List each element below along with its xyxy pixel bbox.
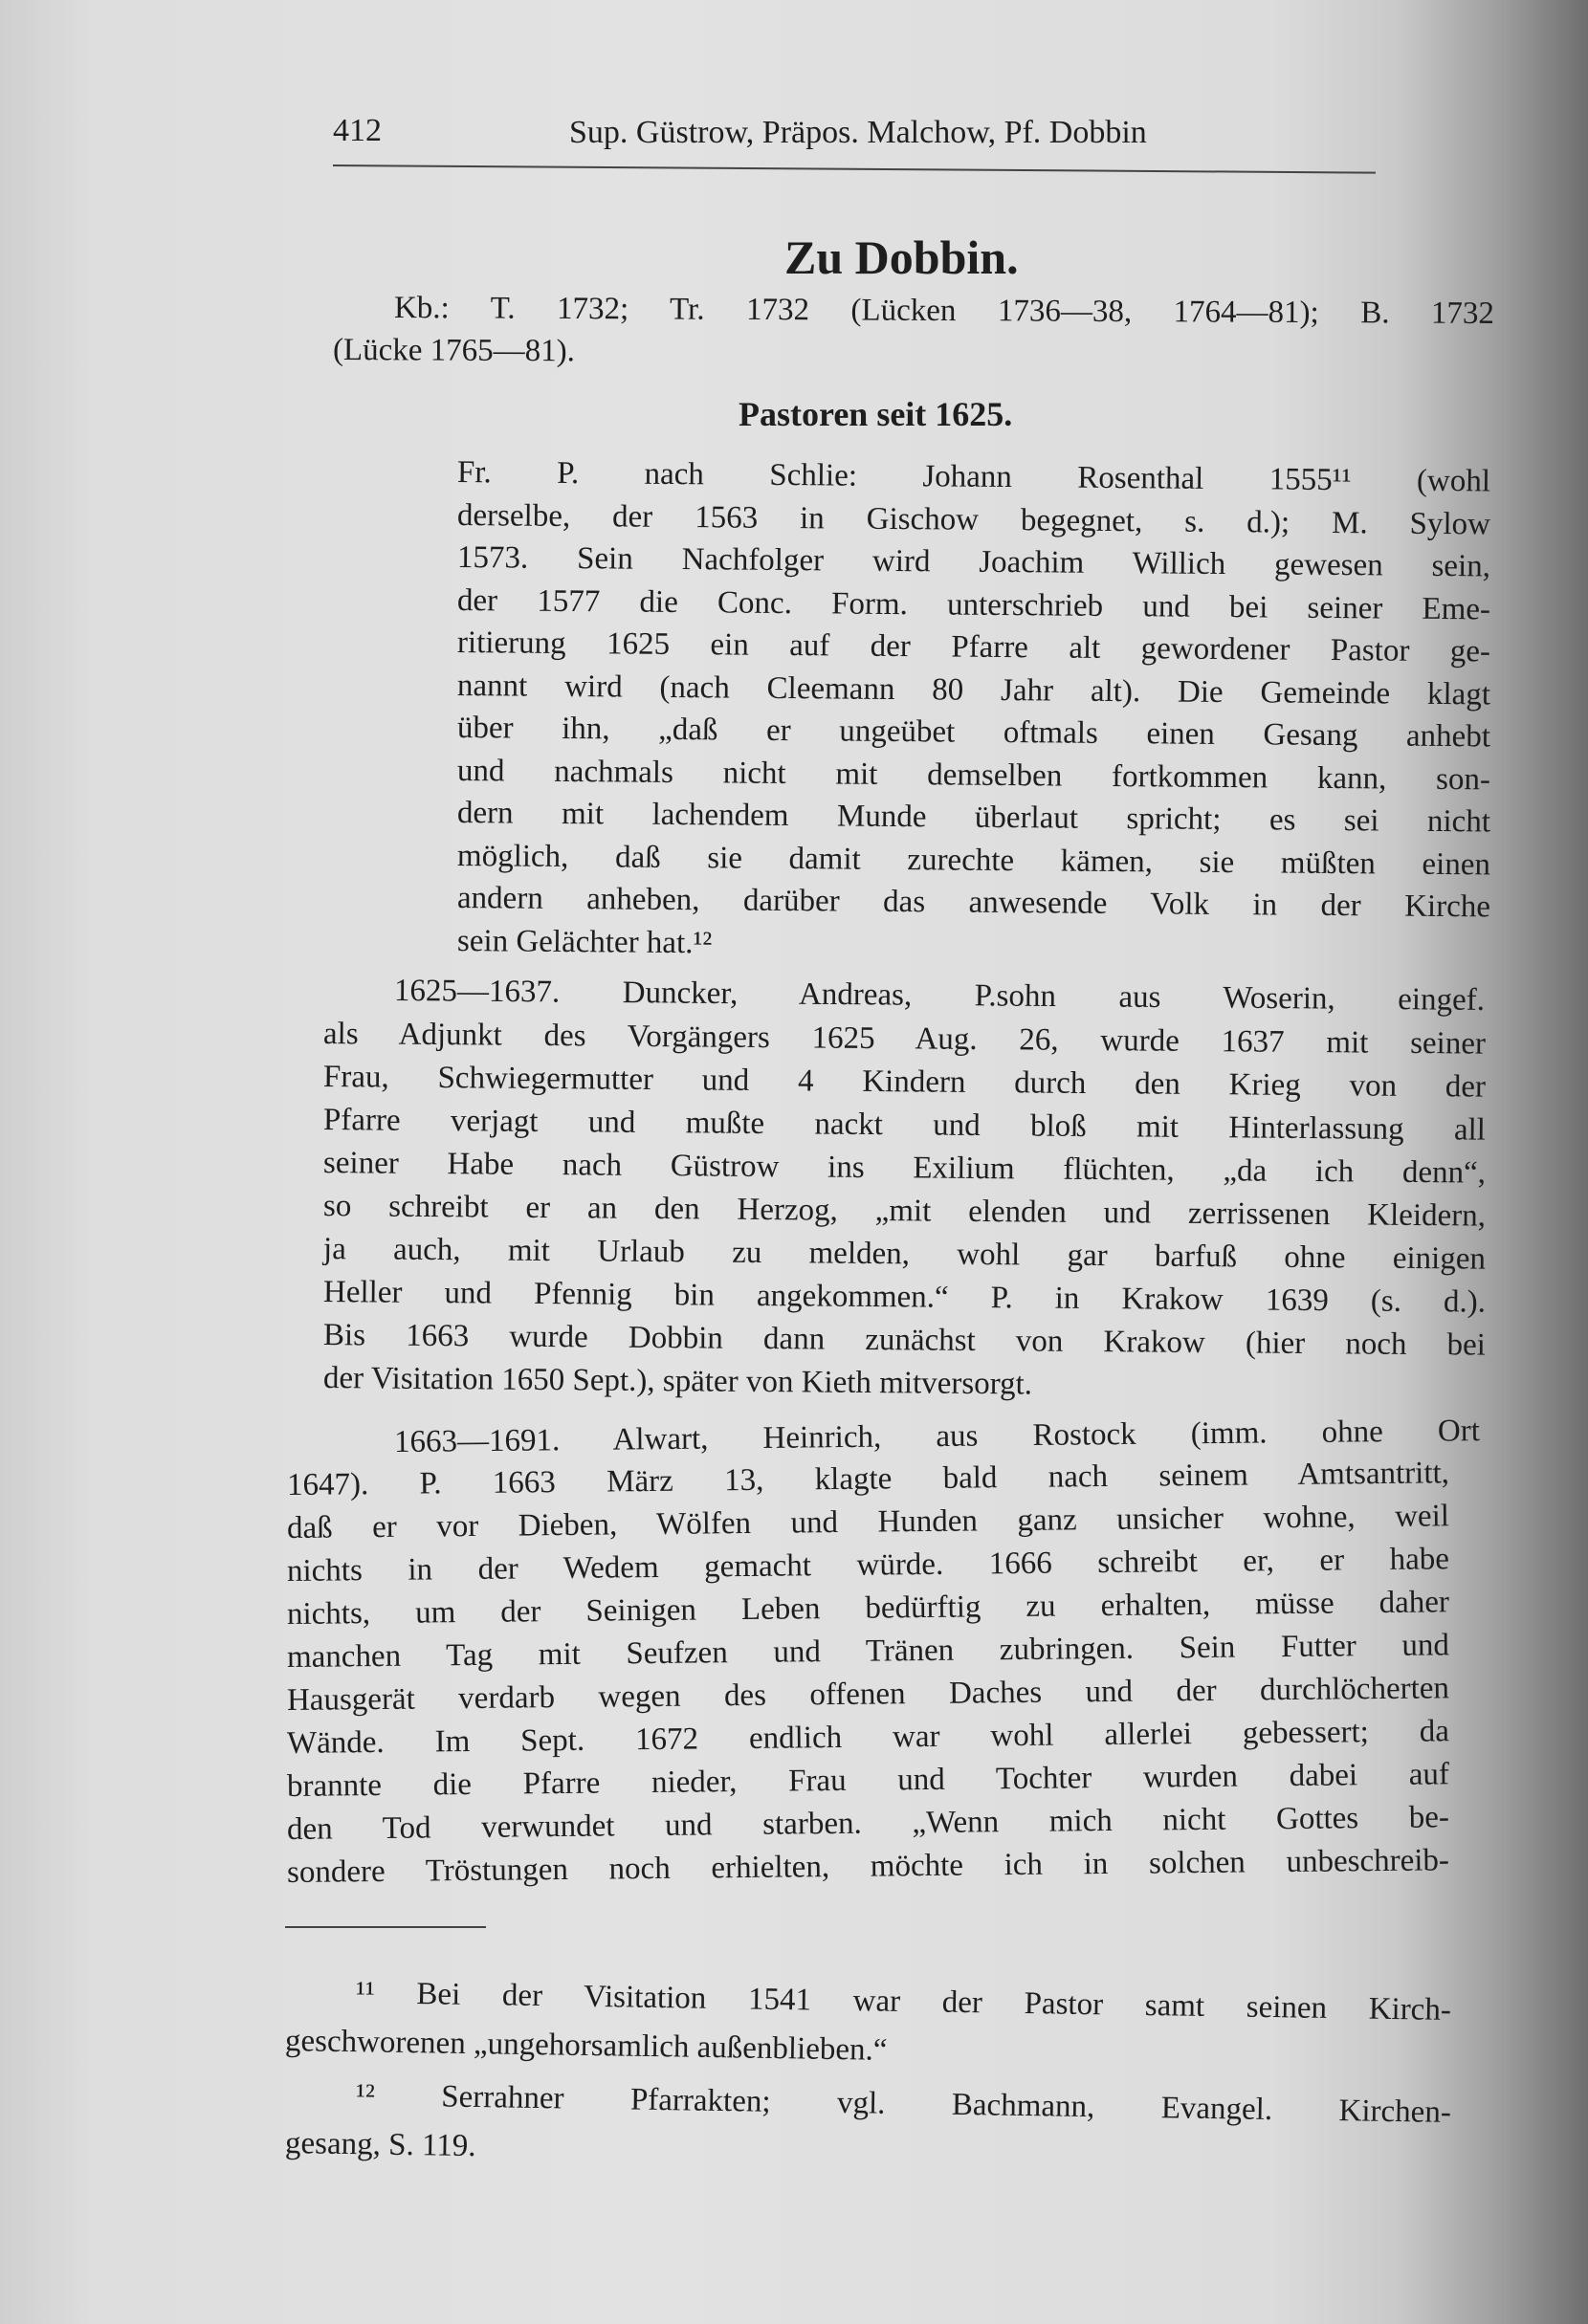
text-line: manchen Tag mit Seufzen und Tränen zubringen. Sein Futter und <box>286 1628 1450 1675</box>
text-line: 1647). P. 1663 März 13, klagte bald nach seinem Amtsantritt, <box>286 1456 1450 1502</box>
text-line: Wände. Im Sept. 1672 endlich war wohl allerlei gebessert; da <box>286 1714 1450 1761</box>
text-line: Frau, Schwiegermutter und 4 Kindern durch den Krieg von der <box>322 1060 1487 1105</box>
text-line: Hausgerät verdarb wegen des offenen Daches und der durchlöcherten <box>286 1671 1450 1718</box>
text-line: sein Gelächter hat.¹² <box>456 923 713 960</box>
text-line: seiner Habe nach Güstrow ins Exilium flüchten, „da ich denn“, <box>322 1146 1487 1191</box>
text-line: andern anheben, darüber das anwesende Volk in der Kirche <box>456 881 1491 925</box>
footnote-line: geschworenen „ungehorsamlich außenblieben.“ <box>284 2024 888 2068</box>
text-line: nichts in der Wedem gemacht würde. 1666 schreibt er, er habe <box>286 1542 1450 1589</box>
text-line: der Visitation 1650 Sept.), später von Kieth mitversorgt. <box>322 1361 1033 1402</box>
text-line: derselbe, der 1563 in Gischow begegnet, s. d.); M. Sylow <box>456 497 1491 541</box>
text-line: den Tod verwundet und starben. „Wenn mich nicht Gottes be- <box>286 1800 1450 1847</box>
page-title: Zu Dobbin. <box>784 230 1019 284</box>
text-line: Kb.: T. 1732; Tr. 1732 (Lücken 1736—38, 1764—81); B. 1732 <box>393 291 1495 332</box>
text-line: daß er vor Dieben, Wölfen und Hunden ganz unsicher wohne, weil <box>286 1499 1450 1546</box>
text-line: Heller und Pfennig bin angekommen.“ P. in Krakow 1639 (s. d.). <box>322 1275 1487 1320</box>
text-line: 1625—1637. Duncker, Andreas, P.sohn aus Woserin, eingef. <box>393 974 1486 1018</box>
footnote-line: ¹¹ Bei der Visitation 1541 war der Pastor samt seinen Kirch- <box>355 1976 1452 2028</box>
text-line: 1573. Sein Nachfolger wird Joachim Willich gewesen sein, <box>456 540 1491 584</box>
text-line: brannte die Pfarre nieder, Frau und Tochter wurden dabei auf <box>286 1757 1450 1804</box>
text-line: (Lücke 1765—81). <box>332 333 576 369</box>
footnote-rule <box>285 1926 486 1928</box>
text-line: Pfarre verjagt und mußte nackt und bloß mit Hinterlassung all <box>322 1103 1487 1148</box>
text-line: und nachmals nicht mit demselben fortkommen kann, son- <box>456 753 1491 797</box>
text-line: nichts, um der Seinigen Leben bedürftig zu erhalten, müsse daher <box>286 1585 1450 1632</box>
text-line: Bis 1663 wurde Dobbin dann zunächst von Krakow (hier noch bei <box>322 1318 1487 1363</box>
footnote-line: gesang, S. 119. <box>284 2126 476 2164</box>
text-line: so schreibt er an den Herzog, „mit elenden und zerrissenen Kleidern, <box>322 1189 1487 1234</box>
footnote-line: ¹² Serrahner Pfarrakten; vgl. Bachmann, Evangel. Kirchen- <box>355 2078 1452 2130</box>
text-line: sondere Tröstungen noch erhielten, möchte ich in solchen unbeschreib- <box>286 1843 1450 1890</box>
page-number: 412 <box>333 113 382 148</box>
section-heading: Pastoren seit 1625. <box>739 395 1013 433</box>
running-title: Sup. Güstrow, Präpos. Malchow, Pf. Dobbin <box>569 115 1147 150</box>
text-line: möglich, daß sie damit zurechte kämen, sie müßten einen <box>456 838 1491 882</box>
header-rule <box>333 164 1376 174</box>
text-line: über ihn, „daß er ungeübet oftmals einen Gesang anhebt <box>456 711 1491 755</box>
text-line: ja auch, mit Urlaub zu melden, wohl gar barfuß ohne einigen <box>322 1232 1487 1277</box>
text-line: der 1577 die Conc. Form. unterschrieb und bei seiner Eme- <box>456 582 1491 626</box>
text-line: ritierung 1625 ein auf der Pfarre alt gewordener Pastor ge- <box>456 625 1491 669</box>
text-line: Fr. P. nach Schlie: Johann Rosenthal 1555¹¹ (wohl <box>456 455 1491 499</box>
text-line: nannt wird (nach Cleemann 80 Jahr alt). Die Gemeinde klagt <box>456 668 1491 712</box>
text-line: dern mit lachendem Munde überlaut spricht; es sei nicht <box>456 796 1491 840</box>
text-line: als Adjunkt des Vorgängers 1625 Aug. 26, wurde 1637 mit seiner <box>322 1017 1487 1062</box>
text-line: 1663—1691. Alwart, Heinrich, aus Rostock (imm. ohne Ort <box>393 1414 1481 1459</box>
